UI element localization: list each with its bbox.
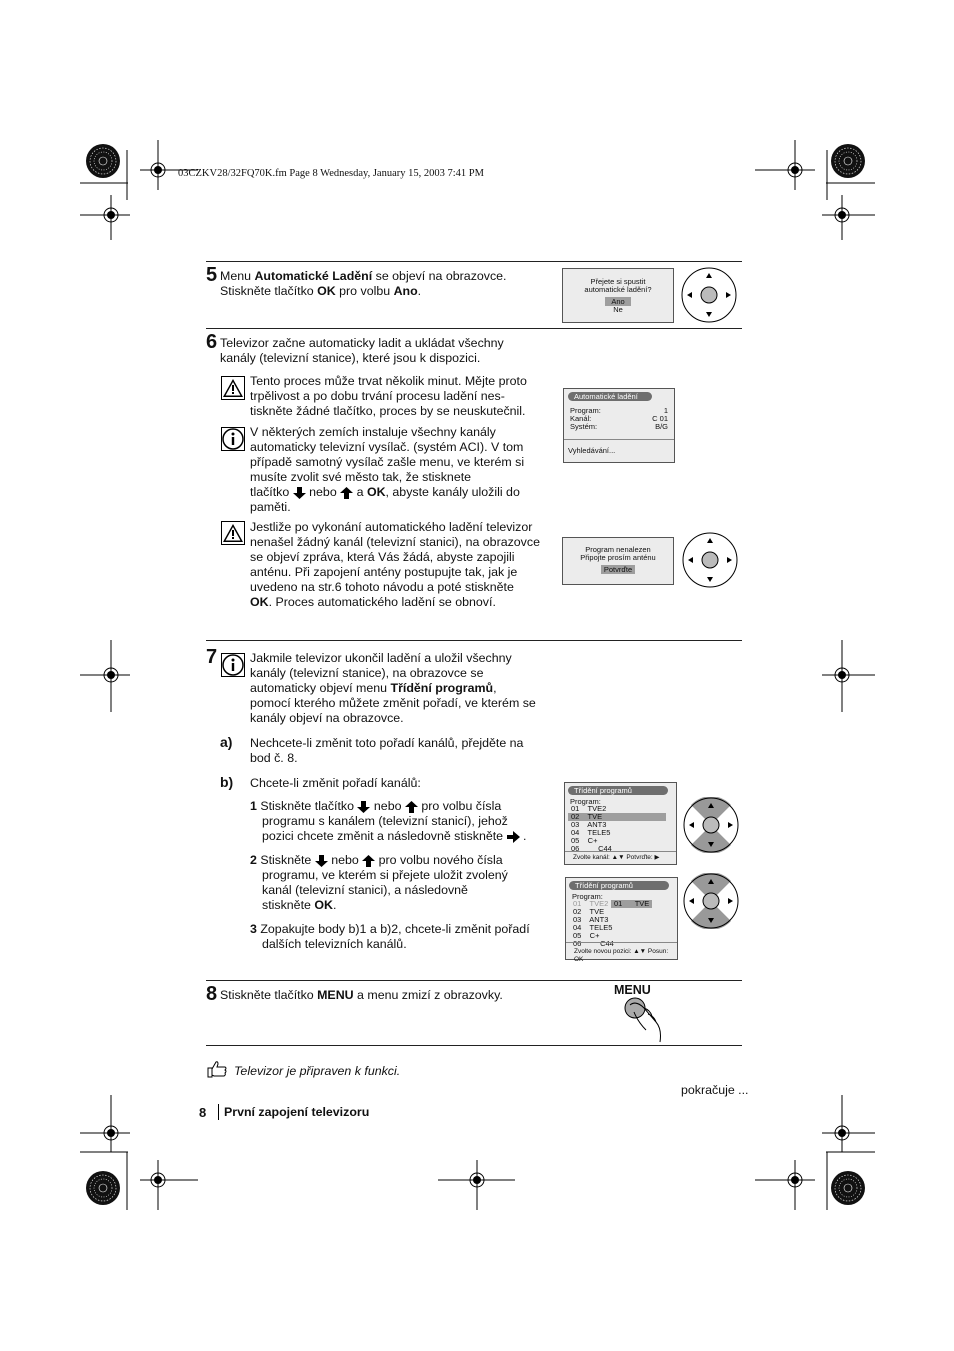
- warning-icon: [221, 376, 245, 400]
- option-b-text: Chcete-li změnit pořadí kanálů:: [250, 776, 421, 790]
- step7-intro2: kanály (televizní stanice), na obrazovce se: [250, 666, 484, 680]
- b2-l4-pre: stiskněte: [262, 898, 315, 912]
- sort2-row: 03 ANT3: [573, 915, 609, 924]
- info1-l5-ok: OK: [366, 485, 386, 499]
- info1-l5-pre: tlačítko: [250, 485, 293, 499]
- searching-status: Vyhledávání...: [568, 446, 616, 455]
- option-no: Ne: [613, 305, 623, 314]
- sort1-row: 03 ANT3: [571, 820, 607, 829]
- b3-l1: Zopakujte body b)1 a b)2, chcete-li změnit pořadí: [256, 922, 530, 936]
- step-6-intro: [220, 336, 504, 366]
- warn2-l3: se objeví zpráva, která Vás žádá, abyste zapojili: [250, 550, 515, 564]
- b2-l4-ok: OK: [314, 898, 333, 912]
- info1-l1: V některých zemích instaluje všechny kanály: [250, 425, 496, 439]
- warning-text-1: [250, 374, 527, 419]
- b1-l3: pozici chcete změnit a následovně stiskněte: [262, 829, 507, 843]
- b1-l1-pre: Stiskněte tlačítko: [256, 799, 358, 813]
- row-system-value: B/G: [655, 422, 668, 431]
- section-title: První zapojení televizoru: [224, 1105, 370, 1119]
- b1-num: 1: [250, 799, 257, 813]
- up-arrow-icon: [362, 855, 375, 867]
- sort2-row: 01 TVE2: [573, 899, 609, 908]
- sort2-moving-item: 01 TVE: [611, 900, 652, 908]
- thumbs-up-icon: [206, 1060, 228, 1078]
- info-text-1: [250, 425, 524, 515]
- warn2-l6: . Proces automatického ladění se obnoví.: [268, 595, 496, 609]
- step8-post: a menu zmizí z obrazovky.: [353, 988, 503, 1002]
- info-icon: [221, 427, 245, 451]
- warning-text-2: [250, 520, 540, 610]
- confirm-option: Potvrďte: [601, 565, 635, 574]
- down-arrow-icon: [293, 487, 306, 499]
- step7-intro3-bold: Třídění programů: [390, 681, 494, 695]
- step-5-l1-bold: Automatické Ladění: [254, 269, 373, 283]
- sort1-program-label: Program:: [570, 797, 601, 806]
- step7-intro3-post: ,: [493, 681, 497, 695]
- auto-tuning-title: Automatické ladění: [568, 392, 652, 401]
- b1-l3-end: .: [522, 829, 527, 843]
- b2-l3: kanál (televizní stanici), a následovně: [262, 883, 468, 897]
- b2-l1-mid: nebo: [327, 853, 363, 867]
- sort1-row: 05 C+: [571, 836, 598, 845]
- sort2-row: 02 TVE: [573, 907, 605, 916]
- file-info-header: 03CZKV28/32FQ70K.fm Page 8 Wednesday, January 15, 2003 7:41 PM: [178, 168, 484, 179]
- b1-l1-mid: nebo: [370, 799, 405, 813]
- b2-l1-post: pro volbu nového čísla: [375, 853, 503, 867]
- auto-tune-question-screen: [562, 268, 674, 323]
- sort2-row: 06 C44: [573, 939, 614, 948]
- sort1-footer: Zvolte kanál: ▲▼ Potvrďte: ▶: [573, 854, 660, 861]
- step-5-l2-pre: Stiskněte tlačítko: [220, 284, 318, 298]
- option-a-label: a): [220, 734, 233, 750]
- warn1-l2: trpělivost a po dobu trvání procesu ladění nes-: [250, 389, 505, 403]
- a-line1: Nechcete-li změnit toto pořadí kanálů, přejděte na: [250, 736, 524, 750]
- step-6-line2: kanály (televizní stanice), které jsou k dispozici.: [220, 351, 481, 365]
- rule-step8: [206, 980, 742, 981]
- info1-l6: paměti.: [250, 500, 291, 514]
- b3-l2: dalších televizních kanálů.: [262, 937, 407, 951]
- info-icon: [221, 653, 245, 677]
- sort2-program-label: Program:: [572, 892, 603, 901]
- step-7-number: 7: [206, 646, 218, 668]
- row-channel-value: C 01: [652, 414, 668, 423]
- step-5-text: [220, 269, 507, 299]
- warn2-l2: nenašel žádný kanál (televizní stanici), na obrazovce: [250, 535, 540, 549]
- page-number-divider: [218, 1104, 219, 1120]
- continues-note: pokračuje ...: [681, 1083, 749, 1097]
- up-arrow-icon: [405, 801, 418, 813]
- substep-b3: [250, 922, 530, 952]
- warn2-l1: Jestliže po vykonání automatického ladění televizor: [250, 520, 533, 534]
- b2-l2: programu, ve kterém si přejete uložit zvolený: [262, 868, 508, 882]
- question-line-1: Přejete si spustit: [590, 277, 646, 286]
- step-6-line1: Televizor začne automaticky ladit a ukládat všechny: [220, 336, 504, 350]
- warn2-l4: anténu. Při zapojení antény postupujte tak, jak je: [250, 565, 518, 579]
- warn1-l3: tiskněte žádné tlačítko, proces by se neuskutečnil.: [250, 404, 526, 418]
- no-program-line2: Připojte prosím anténu: [580, 553, 656, 562]
- up-arrow-icon: [340, 487, 353, 499]
- step7-intro1: Jakmile televizor ukončil ladění a uložil všechny: [250, 651, 512, 665]
- sort2-title: Třídění programů: [569, 881, 669, 890]
- b2-l4-post: .: [332, 898, 337, 912]
- step-7-intro: [250, 651, 536, 726]
- info1-l2: automaticky televizní vysílač. (systém ACI). V tom: [250, 440, 524, 454]
- ready-note: Televizor je připraven k funkci.: [234, 1064, 401, 1078]
- menu-button-hand-icon: [620, 996, 670, 1044]
- sort2-footer: Zvolte novou pozici: ▲▼ Posun: OK: [574, 948, 669, 963]
- sort2-row: 05 C+: [573, 931, 600, 940]
- step7-intro3-pre: automaticky objeví menu: [250, 681, 391, 695]
- step8-pre: Stiskněte tlačítko: [220, 988, 318, 1002]
- b2-num: 2: [250, 853, 257, 867]
- program-sort-screen-1: [564, 782, 677, 865]
- info1-l5-mid1: nebo: [305, 485, 341, 499]
- down-arrow-icon: [315, 855, 328, 867]
- a-line2: bod č. 8.: [250, 751, 298, 765]
- question-line-2: automatické ladění?: [584, 285, 652, 294]
- warn1-l1: Tento proces může trvat několik minut. Mějte proto: [250, 374, 527, 388]
- step-5-l2-ok: OK: [317, 284, 336, 298]
- row-system-label: Systém:: [570, 422, 598, 431]
- option-b-label: b): [220, 774, 234, 790]
- auto-tuning-screen: [563, 388, 675, 463]
- option-a-text: [250, 736, 523, 766]
- step-6-number: 6: [206, 331, 218, 353]
- row-program-value: 1: [663, 406, 668, 415]
- substep-b1: [250, 799, 526, 844]
- step-5-l2-ano: Ano: [393, 284, 418, 298]
- b2-l1-pre: Stiskněte: [256, 853, 315, 867]
- rule-bottom: [206, 1045, 742, 1046]
- sort1-row: 06 C44: [571, 844, 612, 853]
- step-8-number: 8: [206, 983, 218, 1005]
- step7-intro5: kanály objeví na obrazovce.: [250, 711, 404, 725]
- step-5-number: 5: [206, 264, 218, 286]
- warn2-ok: OK: [250, 595, 269, 609]
- substep-b2: [250, 853, 508, 913]
- no-program-screen: [562, 537, 674, 585]
- info1-l5-post: , abyste kanály uložili do: [385, 485, 520, 499]
- step-8-text: [220, 988, 503, 1003]
- info1-l3: případě samotný vysílač zašle menu, ve kterém si: [250, 455, 525, 469]
- sort2-row: 04 TELE5: [573, 923, 613, 932]
- step-5-l1-pre: Menu: [220, 269, 255, 283]
- sort1-row-selected: 02 TVE: [568, 813, 666, 821]
- rule-step6: [206, 328, 742, 329]
- remote-dpad-icon: [682, 532, 738, 588]
- b3-num: 3: [250, 922, 257, 936]
- option-yes: Ano: [605, 297, 630, 306]
- row-channel-label: Kanál:: [570, 414, 592, 423]
- no-program-line1: Program nenalezen: [585, 545, 651, 554]
- page-number: 8: [199, 1105, 207, 1120]
- right-arrow-icon: [507, 831, 520, 843]
- program-sort-screen-2: [565, 877, 678, 963]
- sort1-row: 04 TELE5: [571, 828, 611, 837]
- rule-step7: [206, 640, 742, 641]
- info1-l5-mid2: a: [353, 485, 367, 499]
- row-program-label: Program:: [570, 406, 601, 415]
- remote-dpad-updown-icon: [683, 873, 739, 929]
- sort1-row: 01 TVE2: [571, 804, 607, 813]
- warn2-l5: uvedeno na str.6 tohoto návodu a poté stiskněte: [250, 580, 514, 594]
- step-5-l2-post: .: [417, 284, 422, 298]
- info1-l4: musíte zvolit své město tak, že stisknete: [250, 470, 472, 484]
- remote-dpad-updown-icon: [683, 797, 739, 853]
- remote-dpad-icon: [681, 267, 737, 323]
- step8-menu-bold: MENU: [317, 988, 354, 1002]
- b1-l2: programu s kanálem (televizní stanicí), jehož: [262, 814, 508, 828]
- b1-l1-post: pro volbu čísla: [417, 799, 502, 813]
- menu-button-label: MENU: [614, 983, 651, 997]
- rule-top: [206, 261, 742, 262]
- step7-intro4: pomocí kterého můžete změnit pořadí, ve kterém se: [250, 696, 536, 710]
- warning-icon: [221, 521, 245, 545]
- sort1-title: Třídění programů: [568, 786, 668, 795]
- down-arrow-icon: [357, 801, 370, 813]
- step-5-l2-mid: pro volbu: [335, 284, 394, 298]
- step-5-l1-post: se objeví na obrazovce.: [372, 269, 507, 283]
